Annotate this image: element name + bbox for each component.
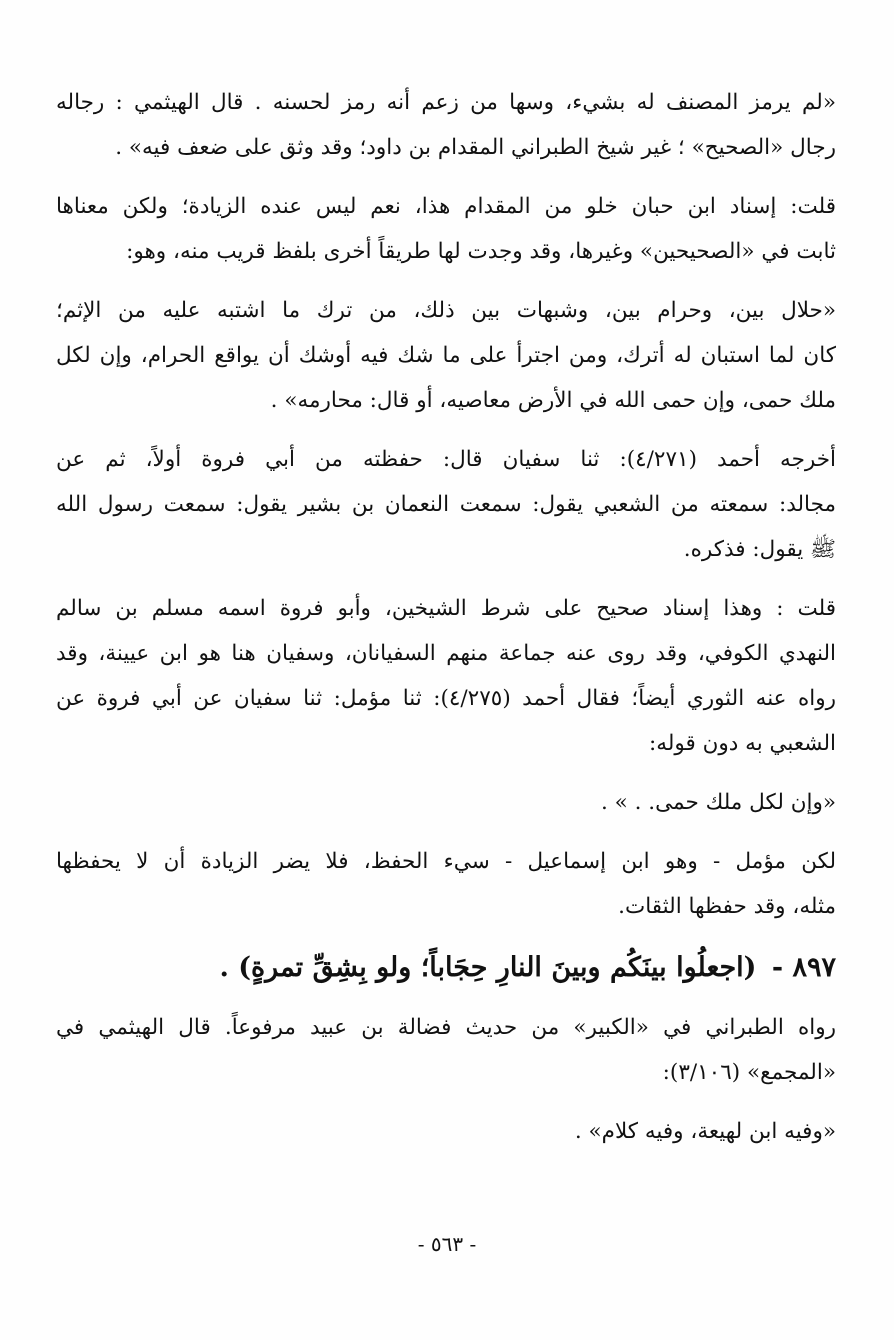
page-number: - ٥٦٣ - (417, 1232, 477, 1256)
paragraph-8 (56, 1005, 836, 1095)
page-content (56, 80, 836, 1168)
text-line: النهدي الكوفي، وقد روى عنه جماعة منهم السفيانان، وسفيان هنا هو ابن عيينة، وقد (56, 641, 836, 666)
text-line: «وفيه ابن لهيعة، وفيه كلام» . (574, 1119, 836, 1144)
hadith-text: (اجعلُوا بينَكُم وبينَ النارِ حِجَاباً؛ ولو بِشِقِّ تمرةٍ) . (219, 952, 757, 983)
text-line: رواه الطبراني في «الكبير» من حديث فضالة بن عبيد مرفوعاً. قال الهيثمي في (56, 1015, 836, 1040)
paragraph-4 (56, 437, 836, 572)
paragraph-1 (56, 80, 836, 170)
text-line: مجالد: سمعته من الشعبي يقول: سمعت النعمان بن بشير يقول: سمعت رسول الله (56, 492, 836, 517)
paragraph-7 (56, 839, 836, 929)
text-line: الشعبي به دون قوله: (649, 731, 836, 756)
text-line: قلت: إسناد ابن حبان خلو من المقدام هذا، نعم ليس عنده الزيادة؛ ولكن معناها (56, 194, 836, 219)
hadith-number: ٨٩٧ - (771, 952, 836, 983)
paragraph-2 (56, 184, 836, 274)
paragraph-6 (56, 780, 836, 825)
paragraph-3 (56, 288, 836, 423)
text-line: رجال «الصحيح» ؛ غير شيخ الطبراني المقدام بن داود؛ وقد وثق على ضعف فيه» . (115, 135, 836, 160)
text-line: «حلال بين، وحرام بين، وشبهات بين ذلك، من ترك ما اشتبه عليه من الإثم؛ (56, 298, 836, 323)
text-line: «وإن لكل ملك حمى. . » . (600, 790, 836, 815)
text-line: «المجمع» (٣/١٠٦): (662, 1060, 836, 1085)
text-line: قلت : وهذا إسناد صحيح على شرط الشيخين، وأبو فروة اسمه مسلم بن سالم (56, 596, 836, 621)
text-line: كان لما استبان له أترك، ومن اجترأ على ما شك فيه أوشك أن يواقع الحرام، وإن لكل (56, 343, 836, 368)
text-line: «لم يرمز المصنف له بشيء، وسها من زعم أنه رمز لحسنه . قال الهيثمي : رجاله (56, 90, 836, 115)
paragraph-5 (56, 586, 836, 766)
text-line: رواه عنه الثوري أيضاً؛ فقال أحمد (٤/٢٧٥): ثنا مؤمل: ثنا سفيان عن أبي فروة عن (56, 686, 836, 711)
text-line: ملك حمى، وإن حمى الله في الأرض معاصيه، أو قال: محارمه» . (270, 388, 836, 413)
text-line: أخرجه أحمد (٤/٢٧١): ثنا سفيان قال: حفظته من أبي فروة أولاً، ثم عن (56, 447, 837, 472)
paragraph-9 (56, 1109, 836, 1154)
hadith-heading (56, 943, 836, 993)
text-line: ثابت في «الصحيحين» وغيرها، وقد وجدت لها طريقاً أخرى بلفظ قريب منه، وهو: (126, 239, 836, 264)
text-line: ﷺ يقول: فذكره. (683, 537, 836, 562)
text-line: مثله، وقد حفظها الثقات. (618, 894, 836, 919)
text-line: لكن مؤمل - وهو ابن إسماعيل - سيء الحفظ، فلا يضر الزيادة أن لا يحفظها (56, 849, 836, 874)
